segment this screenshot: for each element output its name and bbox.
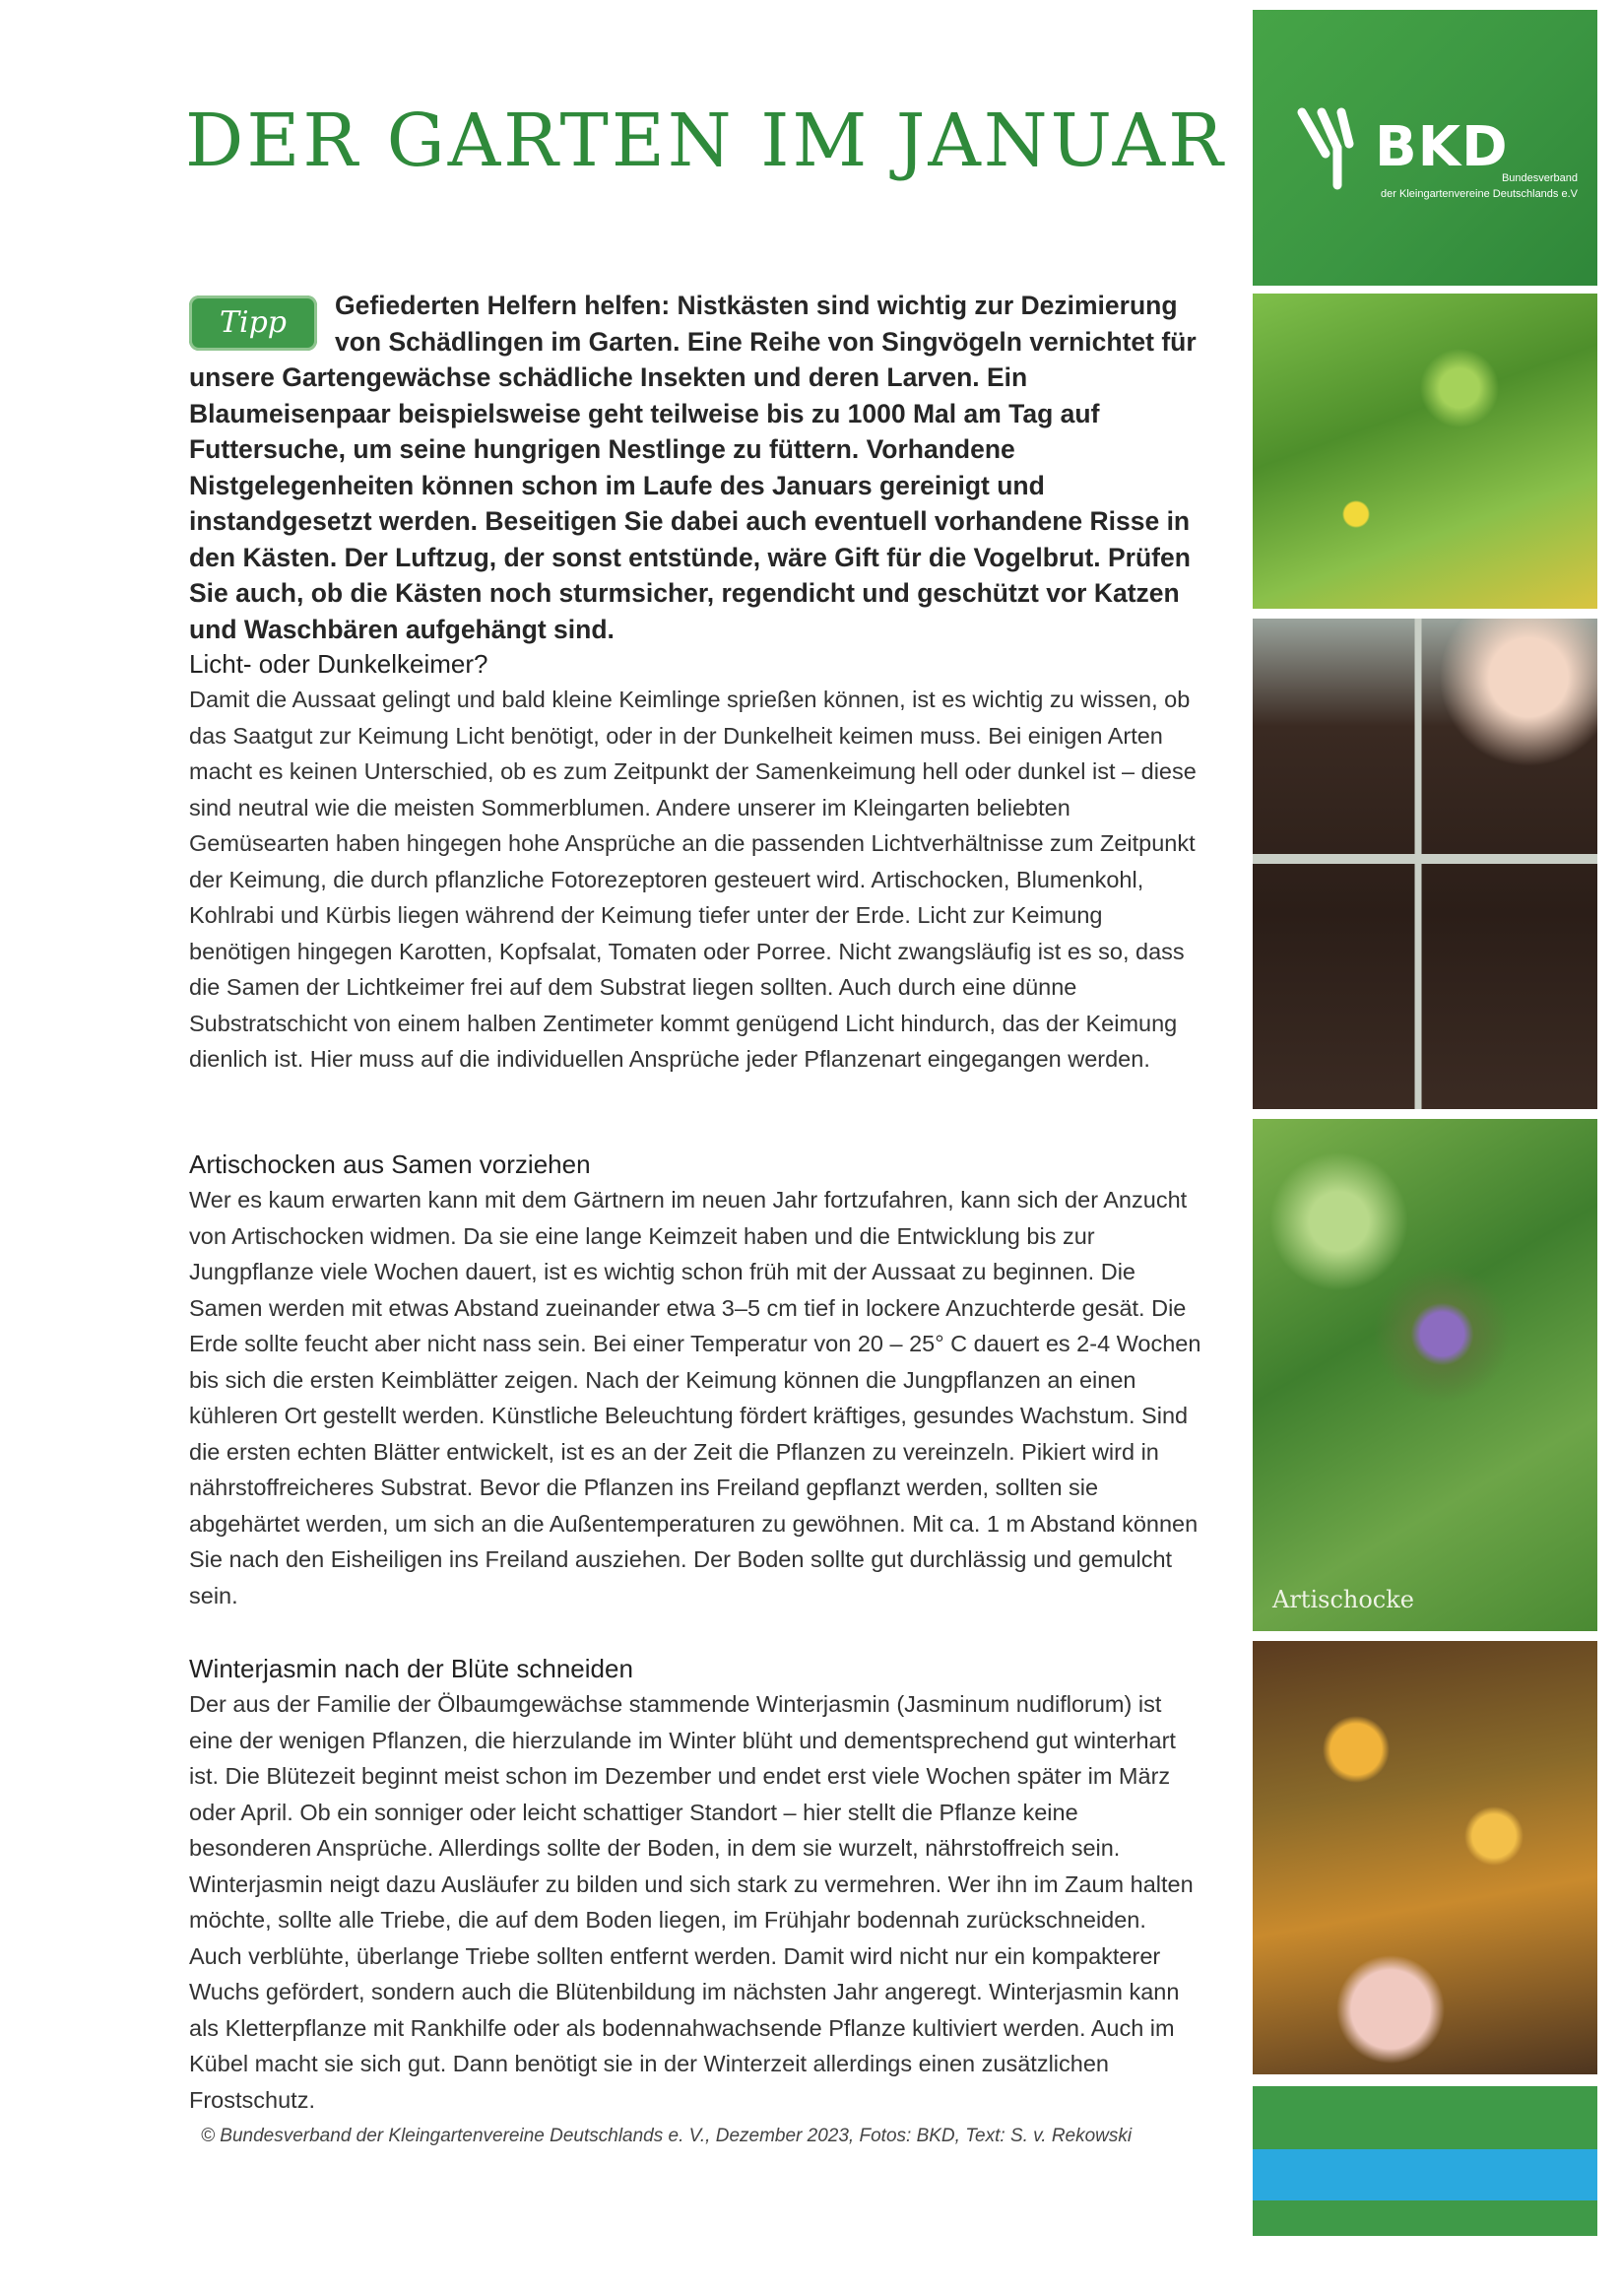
tipp-text: Gefiederten Helfern helfen: Nistkästen sind wichtig zur Dezimierung von Schädlingen im Garten. Eine Reihe von Singvögeln vernichtet für unsere Gartengewächse schädliche Insekten und deren Larven. Ein Blaumeisenpaar beispielsweise geht teilweise bis zu 1000 Mal am Tag auf Futtersuche, um seine hungrigen Nestlinge zu füttern. Vorhandene Nistgelegenheiten können schon im Laufe des Januars gereinigt und instandgesetzt werden. Beseitigen Sie dabei auch eventuell vorhandene Risse in den Kästen. Der Luftzug, der sonst entstünde, wäre Gift für die Vogelbrut. Prüfen Sie auch, ob die Kästen noch sturmsicher, regendicht und geschützt vor Katzen und Waschbären aufgehängt sind. — [189, 291, 1197, 644]
section-artischocken — [189, 1147, 1203, 1613]
bkd-logo-subtitle: Bundesverband — [1501, 172, 1578, 184]
photo-caption: Artischocke — [1272, 1586, 1414, 1613]
photo-winterjasmin — [1253, 1641, 1597, 2074]
section-heading: Licht- oder Dunkelkeimer? — [189, 649, 488, 679]
bkd-logo-subtitle-2: der Kleingartenvereine Deutschlands e.V — [1381, 188, 1578, 200]
page-title: DER GARTEN IM JANUAR — [185, 98, 1226, 183]
section-text: Damit die Aussaat gelingt und bald kleine Keimlinge sprießen können, ist es wichtig zu wissen, ob das Saatgut zur Keimung Licht benötigt, oder in der Dunkelheit keimen muss. Bei einigen Arten macht es keinen Unterschied, ob es zum Zeitpunkt der Samenkeimung hell oder dunkel ist – diese sind neutral wie die meisten Sommerblumen. Andere unserer im Kleingarten beliebten Gemüsearten haben hingegen hohe Ansprüche an die passenden Lichtverhältnisse zum Zeitpunkt der Keimung, die durch pflanzliche Fotorezeptoren gesteuert wird. Artischocken, Blumenkohl, Kohlrabi und Kürbis liegen während der Keimung tiefer unter der Erde. Licht zur Keimung benötigen hingegen Karotten, Kopfsalat, Tomaten oder Porree. Nicht zwangsläufig ist es so, dass die Samen der Lichtkeimer frei auf dem Substrat liegen sollten. Auch durch eine dünne Substratschicht von einem halben Zentimeter kommt genügend Licht hindurch, das der Keimung dienlich ist. Hier muss auf die individuellen Ansprüche jeder Pflanzenart eingegangen werden. — [189, 687, 1197, 1072]
blue-decor-strip — [1253, 2149, 1597, 2200]
section-heading: Winterjasmin nach der Blüte schneiden — [189, 1654, 633, 1683]
tipp-block — [189, 288, 1203, 647]
green-decor-strip-2 — [1253, 2200, 1597, 2236]
section-text: Wer es kaum erwarten kann mit dem Gärtnern im neuen Jahr fortzufahren, kann sich der Anzucht von Artischocken widmen. Da sie eine lange Keimzeit haben und die Entwicklung bis zur Jungpflanze viele Wochen dauert, ist es wichtig schon früh mit der Aussaat zu beginnen. Die Samen werden mit etwas Abstand zueinander etwa 3–5 cm tief in lockere Anzuchterde gesät. Die Erde sollte feucht aber nicht nass sein. Bei einer Temperatur von 20 – 25° C dauert es 2-4 Wochen bis sich die ersten Keimblätter zeigen. Nach der Keimung können die Jungpflanzen an einen kühleren Ort gestellt werden. Künstliche Beleuchtung fördert kräftiges, gesundes Wachstum. Sind die ersten echten Blätter entwickelt, ist es an der Zeit die Pflanzen zu vereinzeln. Pikiert wird in nährstoffreicheres Substrat. Bevor die Pflanzen ins Freiland gepflanzt werden, sollten sie abgehärtet werden, um sich an die Außentemperaturen zu gewöhnen. Mit ca. 1 m Abstand können Sie nach den Eisheiligen ins Freiland ausziehen. Der Boden sollte gut durchlässig und gemulcht sein. — [189, 1187, 1201, 1608]
photo-artischocke — [1253, 1119, 1597, 1631]
photo-nistkasten — [1253, 294, 1597, 609]
bkd-logo-icon — [1292, 104, 1383, 191]
section-text: Der aus der Familie der Ölbaumgewächse stammende Winterjasmin (Jasminum nudiflorum) ist eine der wenigen Pflanzen, die hierzulande im Winter blüht und dementsprechend gut winterhart ist. Die Blütezeit beginnt meist schon im Dezember und endet erst viele Wochen später im März oder April. Ob ein sonniger oder leicht schattiger Standort – hier stellt die Pflanze keine besonderen Ansprüche. Allerdings sollte der Boden, in dem sie wurzelt, nährstoffreich sein. Winterjasmin neigt dazu Ausläufer zu bilden und sich stark zu vermehren. Wer ihn im Zaum halten möchte, sollte alle Triebe, die auf dem Boden liegen, im Frühjahr bodennah zurückschneiden. Auch verblühte, überlange Triebe sollten entfernt werden. Damit wird nicht nur ein kompakterer Wuchs gefördert, sondern auch die Blütenbildung im nächsten Jahr angeregt. Winterjasmin kann als Kletterpflanze mit Rankhilfe oder als bodennahwachsende Pflanze kultiviert werden. Auch im Kübel macht sie sich gut. Dann benötigt sie in der Winterzeit allerdings einen zusätzlichen Frostschutz. — [189, 1691, 1194, 2113]
section-licht-dunkelkeimer — [189, 646, 1203, 1078]
green-decor-strip — [1253, 2086, 1597, 2149]
bkd-logo-text: BKD — [1375, 115, 1509, 179]
copyright-footer: © Bundesverband der Kleingartenvereine Deutschlands e. V., Dezember 2023, Fotos: BKD, Text: S. v. Rekowski — [201, 2126, 1133, 2146]
section-winterjasmin — [189, 1651, 1203, 2118]
photo-aussaat — [1253, 619, 1597, 1109]
tipp-badge: Tipp — [189, 295, 317, 351]
bkd-logo-panel — [1253, 10, 1597, 286]
section-heading: Artischocken aus Samen vorziehen — [189, 1149, 591, 1179]
